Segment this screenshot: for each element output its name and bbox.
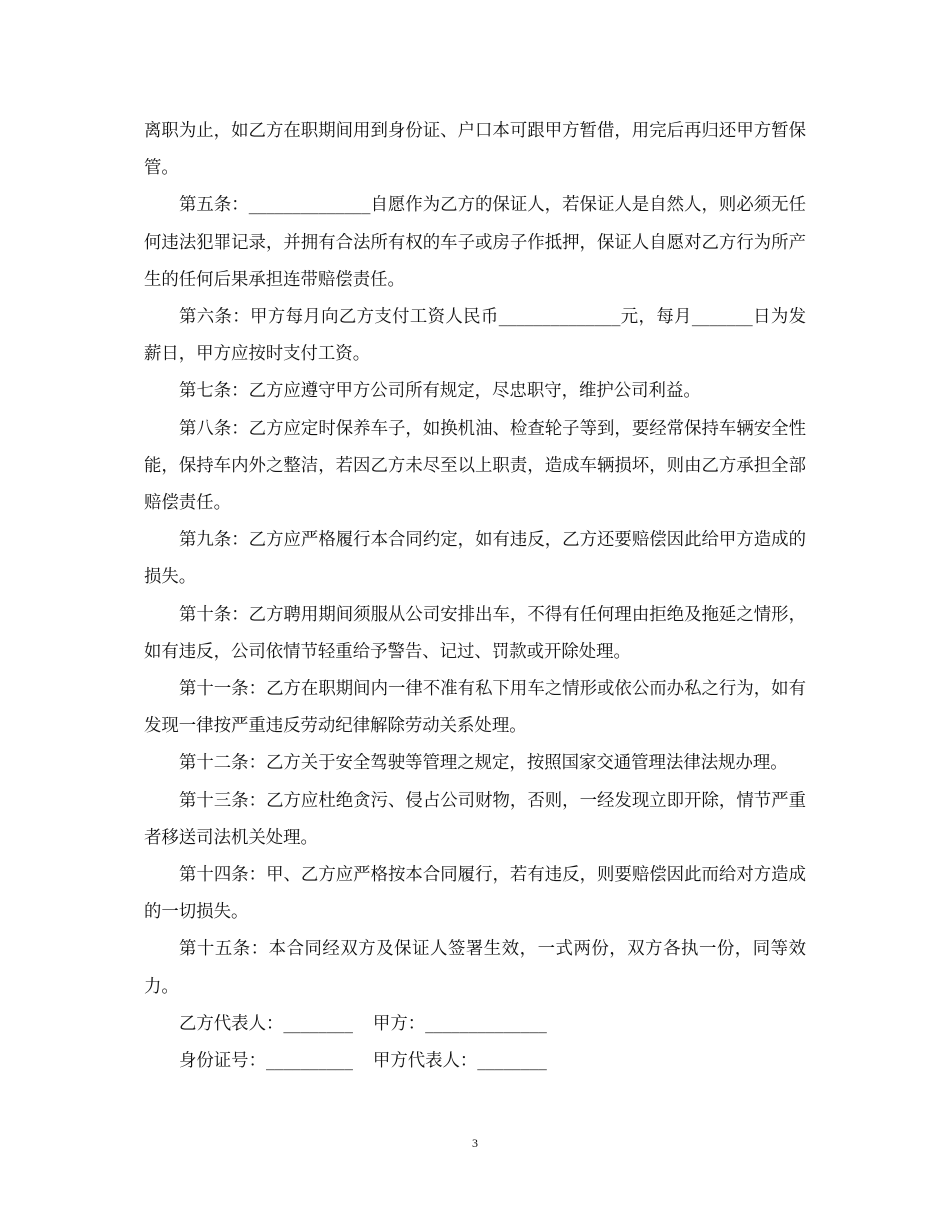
party-a-representative-field: 甲方代表人：________ — [372, 1051, 547, 1072]
signature-row-2 — [144, 1043, 806, 1080]
clause-11: 第十一条：乙方在职期间内一律不准有私下用车之情形或依公而办私之行为，如有发现一律按严重违反劳动纪律解除劳动关系处理。 — [144, 679, 806, 737]
party-b-representative-field: 乙方代表人：________ — [179, 1013, 353, 1034]
signature-row-1 — [144, 1006, 806, 1043]
clause-14: 第十四条：甲、乙方应严格按本合同履行，若有违反，则要赔偿因此而给对方造成的一切损失。 — [144, 865, 806, 923]
paragraph-continuation: 离职为止，如乙方在职期间用到身份证、户口本可跟甲方暂借，用完后再归还甲方暂保管。 — [144, 121, 806, 179]
clause-8: 第八条：乙方应定时保养车子，如换机油、检查轮子等到，要经常保持车辆安全性能，保持车内外之整洁，若因乙方未尽至以上职责，造成车辆损坏，则由乙方承担全部赔偿责任。 — [144, 418, 806, 514]
clause-15: 第十五条：本合同经双方及保证人签署生效，一式两份，双方各执一份，同等效力。 — [144, 939, 806, 997]
clause-12: 第十二条：乙方关于安全驾驶等管理之规定，按照国家交通管理法律法规办理。 — [179, 753, 788, 774]
clause-6: 第六条：甲方每月向乙方支付工资人民币______________元，每月_______日为发薪日，甲方应按时支付工资。 — [144, 307, 806, 365]
id-number-field: 身份证号：__________ — [179, 1051, 353, 1072]
party-a-field: 甲方：______________ — [372, 1013, 547, 1034]
clause-10: 第十条：乙方聘用期间须服从公司安排出车，不得有任何理由拒绝及拖延之情形，如有违反，公司依情节轻重给予警告、记过、罚款或开除处理。 — [144, 604, 806, 662]
clause-9: 第九条：乙方应严格履行本合同约定，如有违反，乙方还要赔偿因此给甲方造成的损失。 — [144, 530, 806, 588]
page-number: 3 — [472, 1136, 478, 1150]
clause-13: 第十三条：乙方应杜绝贪污、侵占公司财物，否则，一经发现立即开除，情节严重者移送司法机关处理。 — [144, 790, 806, 848]
clause-7: 第七条：乙方应遵守甲方公司所有规定，尽忠职守，维护公司利益。 — [179, 381, 701, 402]
document-body — [144, 113, 806, 1080]
clause-5: 第五条：______________自愿作为乙方的保证人，若保证人是自然人，则必须无任何违法犯罪记录，并拥有合法所有权的车子或房子作抵押，保证人自愿对乙方行为所产生的任何后果承担连带赔偿责任。 — [144, 195, 806, 290]
